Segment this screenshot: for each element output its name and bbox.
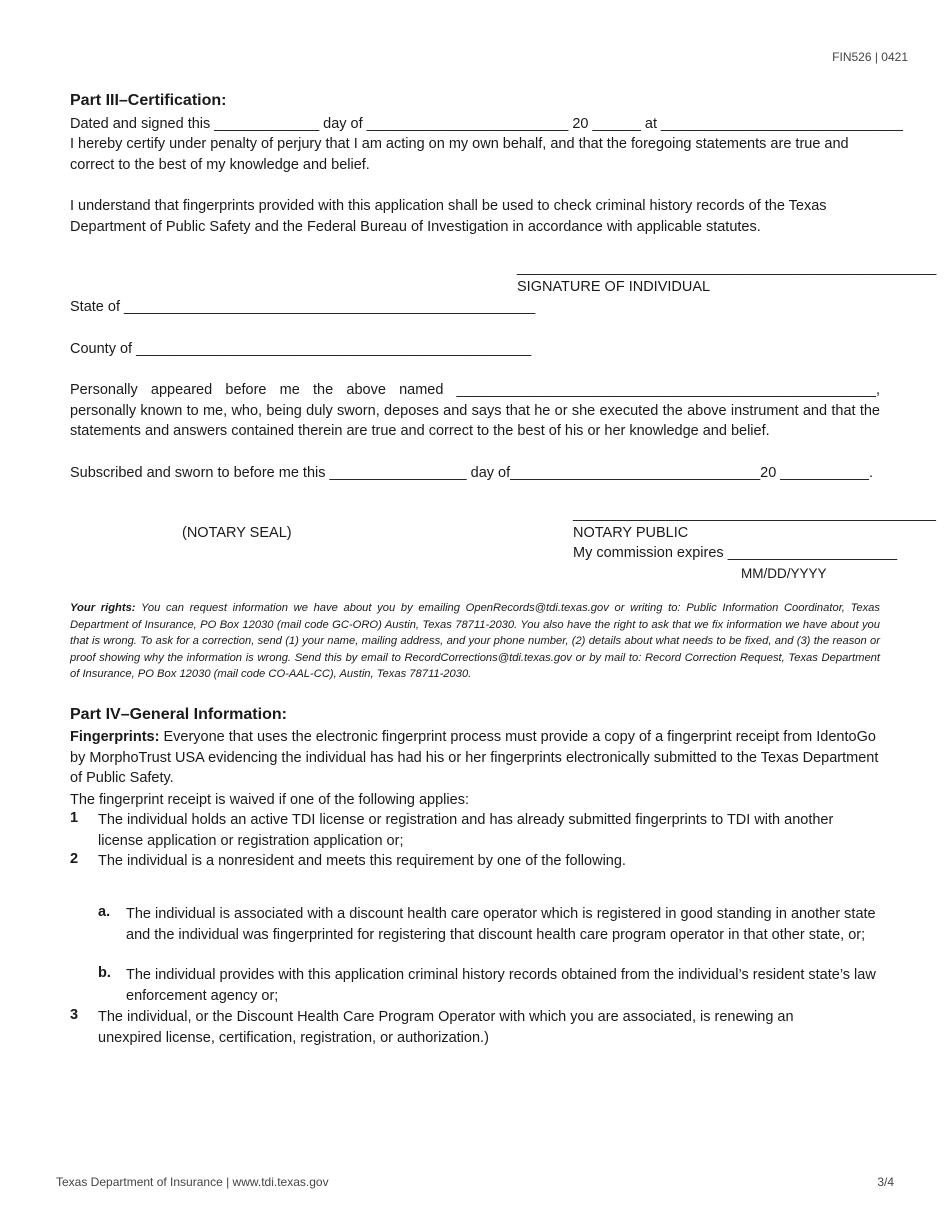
part4-title: Part IV–General Information: bbox=[70, 706, 287, 723]
item-number: 3 bbox=[70, 1007, 79, 1023]
state-of-line: State of ___________________________________________________ bbox=[70, 299, 536, 315]
sub-list-item: The individual provides with this application criminal history records obtained from the individual’s resident state’s law enforcement agency or; bbox=[126, 967, 876, 1004]
sub-list-item: The individual is associated with a discount health care operator which is registered in good standing in another state and the individual was fingerprinted for registering that discount health care program operator in that other state, or; bbox=[126, 906, 876, 943]
date-format-hint: MM/DD/YYYY bbox=[741, 566, 827, 581]
waived-text: The fingerprint receipt is waived if one of the following applies: bbox=[70, 792, 469, 808]
list-item: The individual holds an active TDI license or registration and has already submitted fingerprints to TDI with another license application or registration application or; bbox=[98, 812, 834, 849]
footer-agency: Texas Department of Insurance | www.tdi.texas.gov bbox=[56, 1175, 329, 1189]
your-rights-text: You can request information we have about you by emailing OpenRecords@tdi.texas.gov or writing to: Public Information Coordinator, Texas Department of Insurance, PO Box 12030 (mail code GC-ORO) Austin, Texas 78711-2030. You also have the right to ask that we fix information we have about you that is wrong. To ask for a correction, send (1) your name, mailing address, and your phone number, (2) details about what needs to be fixed, and (3) the reason or proof showing why the information is wrong. Send this by email to RecordCorrections@tdi.texas.gov or by mail to: Record Correction Request, Texas Department of Insurance, PO Box 12030 (mail code CO-AAL-CC), Austin, Texas 78711-2030. bbox=[70, 602, 881, 681]
fingerprints-paragraph bbox=[70, 727, 880, 789]
fingerprints-text: Everyone that uses the electronic fingerprint process must provide a copy of a fingerprint receipt from IdentoGo by MorphoTrust USA evidencing the individual has had his or her fingerprints electronically submitted to the Texas Department of Public Safety. bbox=[70, 729, 879, 786]
part3-title: Part III–Certification: bbox=[70, 92, 227, 109]
subitem-letter: b. bbox=[98, 965, 111, 981]
subscribed-sworn-line: Subscribed and sworn to before me this _________________ day of_______________________________20 ___________. bbox=[70, 465, 874, 481]
notary-public-label: NOTARY PUBLIC bbox=[573, 525, 689, 541]
your-rights-notice bbox=[70, 600, 880, 683]
dated-signed-line: Dated and signed this _____________ day of _________________________ 20 ______ at ______________________________ bbox=[70, 116, 903, 132]
signature-label: SIGNATURE OF INDIVIDUAL bbox=[517, 279, 711, 295]
fingerprint-statute-text: I understand that fingerprints provided with this application shall be used to check criminal history records of the Texas Department of Public Safety and the Federal Bureau of Investigation in accordance with applicable statutes. bbox=[70, 198, 827, 235]
page-number: 3/4 bbox=[877, 1175, 894, 1189]
personally-appeared-text: Personally appeared before me the above named ____________________________________________________, personally known to me, who, being duly sworn, deposes and says that he or she executed the above instrument and that the statements and answers contained therein are true and correct to the best of his or her knowledge and belief. bbox=[70, 382, 880, 439]
your-rights-label: Your rights: bbox=[70, 602, 136, 614]
certify-text: I hereby certify under penalty of perjury that I am acting on my own behalf, and that the foregoing statements are true and correct to the best of my knowledge and belief. bbox=[70, 136, 849, 173]
county-of-line: County of _________________________________________________ bbox=[70, 341, 532, 357]
subitem-letter: a. bbox=[98, 904, 111, 920]
notary-seal-label: (NOTARY SEAL) bbox=[182, 525, 292, 541]
item-number: 2 bbox=[70, 851, 79, 867]
list-item: The individual is a nonresident and meets this requirement by one of the following. bbox=[98, 853, 626, 869]
commission-expires-line: My commission expires _____________________ bbox=[573, 545, 898, 561]
item-number: 1 bbox=[70, 810, 79, 826]
signature-line: ____________________________________________________ bbox=[517, 260, 937, 276]
fingerprints-label: Fingerprints: bbox=[70, 729, 160, 745]
list-item: The individual, or the Discount Health Care Program Operator with which you are associated, is renewing an unexpired license, certification, registration, or authorization.) bbox=[98, 1009, 794, 1046]
form-number: FIN526 | 0421 bbox=[832, 50, 908, 64]
notary-signature-line: _____________________________________________ bbox=[573, 506, 936, 522]
